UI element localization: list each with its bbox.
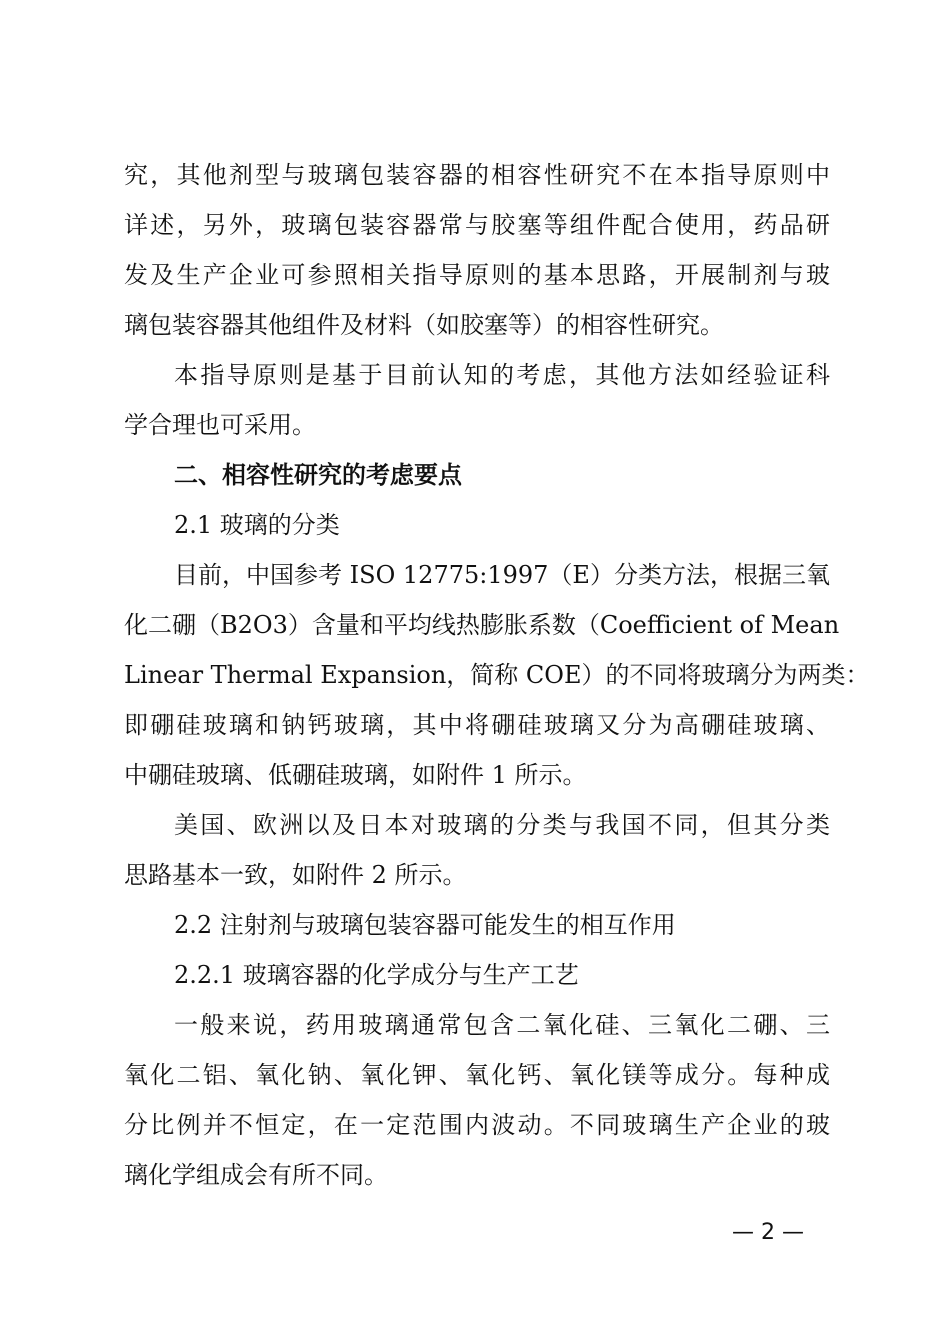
text-line: 2.1 玻璃的分类: [174, 511, 340, 539]
section-heading: [124, 450, 830, 500]
text-line: 详述，另外，玻璃包装容器常与胶塞等组件配合使用，药品研: [124, 211, 830, 239]
text-line: 中硼硅玻璃、低硼硅玻璃，如附件 1 所示。: [124, 761, 587, 789]
text-line: 究，其他剂型与玻璃包装容器的相容性研究不在本指导原则中: [124, 161, 830, 189]
subsection-title-2-2-1: [124, 950, 830, 1000]
text-line: Linear Thermal Expansion，简称 COE）的不同将玻璃分为两类：: [124, 661, 870, 689]
text-line: 发及生产企业可参照相关指导原则的基本思路，开展制剂与玻: [124, 261, 830, 289]
paragraph-scope-note: [124, 350, 830, 450]
paragraph-foreign-classification: [124, 800, 830, 900]
text-line: 化二硼（B2O3）含量和平均线热膨胀系数（Coefficient of Mean: [124, 611, 840, 639]
text-line: 即硼硅玻璃和钠钙玻璃，其中将硼硅玻璃又分为高硼硅玻璃、: [124, 711, 830, 739]
section-heading-text: 二、相容性研究的考虑要点: [174, 461, 462, 489]
text-line: 2.2 注射剂与玻璃包装容器可能发生的相互作用: [174, 911, 676, 939]
page-number: — 2 —: [732, 1220, 804, 1245]
text-line: 一般来说，药用玻璃通常包含二氧化硅、三氧化二硼、三: [174, 1011, 830, 1039]
paragraph-continuation: [124, 150, 830, 350]
document-body: [124, 150, 870, 1200]
text-line: 思路基本一致，如附件 2 所示。: [124, 861, 467, 889]
text-line: 2.2.1 玻璃容器的化学成分与生产工艺: [174, 961, 579, 989]
text-line: 学合理也可采用。: [124, 411, 316, 439]
paragraph-chemical-composition: [124, 1000, 830, 1200]
text-line: 璃包装容器其他组件及材料（如胶塞等）的相容性研究。: [124, 311, 724, 339]
paragraph-classification: [124, 550, 870, 800]
text-line: 目前，中国参考 ISO 12775:1997（E）分类方法，根据三氧: [174, 561, 830, 589]
text-line: 分比例并不恒定，在一定范围内波动。不同玻璃生产企业的玻: [124, 1111, 830, 1139]
subsection-title-2-2: [124, 900, 830, 950]
subsection-title-2-1: [124, 500, 830, 550]
text-line: 璃化学组成会有所不同。: [124, 1161, 388, 1189]
text-line: 氧化二铝、氧化钠、氧化钾、氧化钙、氧化镁等成分。每种成: [124, 1061, 830, 1089]
text-line: 美国、欧洲以及日本对玻璃的分类与我国不同，但其分类: [174, 811, 830, 839]
text-line: 本指导原则是基于目前认知的考虑，其他方法如经验证科: [174, 361, 830, 389]
